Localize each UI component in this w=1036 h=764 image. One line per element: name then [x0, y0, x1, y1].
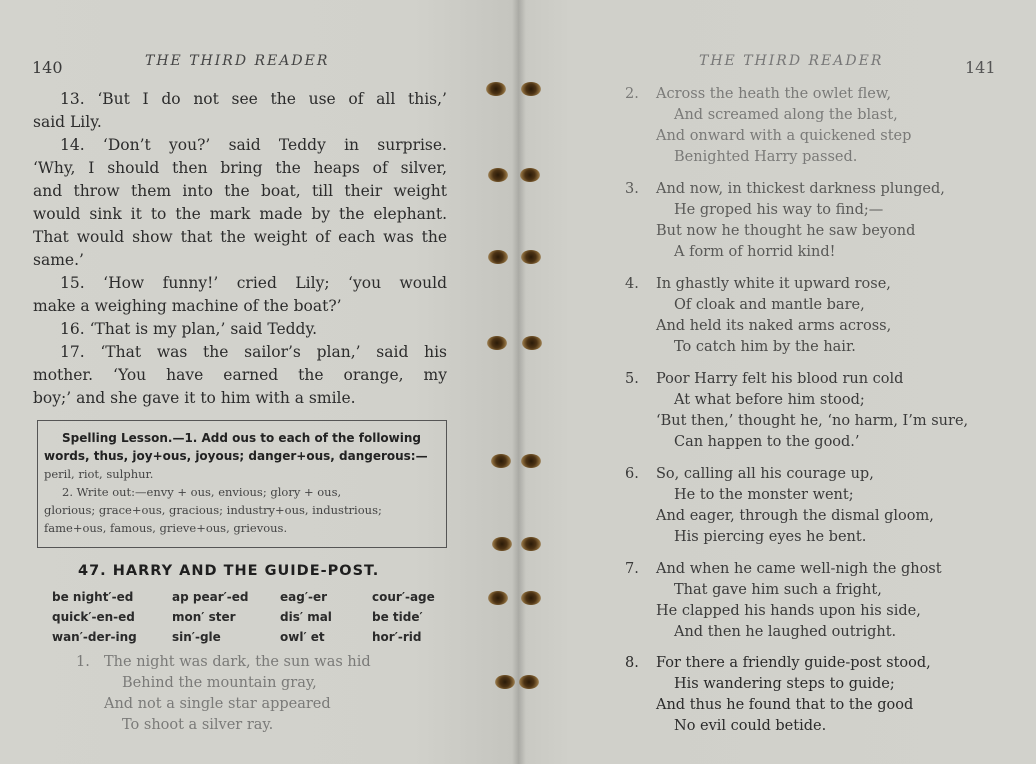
left-page-number: 140: [32, 58, 63, 77]
vocab-word: eag′-er: [280, 590, 328, 604]
poem-line: And onward with a quickened step: [656, 128, 912, 144]
spelling-lesson-box: [37, 420, 447, 548]
poem-line: And thus he found that to the good: [656, 697, 914, 713]
poem-line: And then he laughed outright.: [674, 624, 897, 640]
poem-line: He clapped his hands upon his side,: [656, 603, 921, 619]
poem-line: And not a single star appeared: [104, 696, 331, 712]
poem-line: And now, in thickest darkness plunged,: [656, 181, 945, 197]
poem-line: And held its naked arms across,: [656, 318, 892, 334]
poem-line: Poor Harry felt his blood run cold: [656, 371, 904, 387]
binding-gutter: [512, 0, 526, 764]
poem-line: His piercing eyes he bent.: [674, 529, 867, 545]
prose-line: 13. ‘But I do not see the use of all this,’: [60, 90, 447, 108]
vocab-word: quick′-en-ed: [52, 610, 135, 624]
stitch-hole: [487, 336, 507, 350]
poem-line: Across the heath the owlet flew,: [656, 86, 892, 102]
prose-line: same.’: [33, 251, 84, 269]
vocab-word: dis′ mal: [280, 610, 332, 624]
poem-line: So, calling all his courage up,: [656, 466, 874, 482]
poem-line: He groped his way to find;—: [674, 202, 884, 218]
poem-line: And screamed along the blast,: [674, 107, 898, 123]
stitch-hole: [521, 591, 541, 605]
lesson-title: 47. HARRY AND THE GUIDE-POST.: [78, 563, 380, 579]
prose-line: and throw them into the boat, till their weight: [33, 182, 447, 200]
stitch-hole: [522, 336, 542, 350]
poem-line: ‘But then,’ thought he, ‘no harm, I’m sure,: [656, 413, 969, 429]
stitch-hole: [519, 675, 539, 689]
poem-line: And when he came well-nigh the ghost: [656, 561, 942, 577]
spelling-line: words, thus, joy+ous, joyous; danger+ous, dangerous:—: [44, 449, 428, 463]
stitch-hole: [521, 537, 541, 551]
vocab-word: hor′-rid: [372, 630, 422, 644]
spelling-line: fame+ous, famous, grieve+ous, grievous.: [44, 521, 288, 535]
poem-line: But now he thought he saw beyond: [656, 223, 916, 239]
stitch-hole: [491, 454, 511, 468]
poem-line: His wandering steps to guide;: [674, 676, 895, 692]
stanza-number: 8.: [625, 655, 639, 671]
prose-line: That would show that the weight of each was the: [33, 228, 447, 246]
poem-line: Of cloak and mantle bare,: [674, 297, 865, 313]
poem-line: Benighted Harry passed.: [674, 149, 858, 165]
stitch-hole: [520, 168, 540, 182]
stanza-number: 2.: [625, 86, 639, 102]
poem-line: To shoot a silver ray.: [122, 717, 274, 733]
poem-line: No evil could betide.: [674, 718, 827, 734]
poem-line: Can happen to the good.’: [674, 434, 860, 450]
vocab-word: sin′-gle: [172, 630, 221, 644]
poem-line: A form of horrid kind!: [674, 244, 836, 260]
poem-line: In ghastly white it upward rose,: [656, 276, 891, 292]
poem-line: At what before him stood;: [674, 392, 865, 408]
poem-line: He to the monster went;: [674, 487, 854, 503]
poem-line: For there a friendly guide-post stood,: [656, 655, 931, 671]
stitch-hole: [521, 454, 541, 468]
stanza-number: 6.: [625, 466, 639, 482]
stanza-number: 1.: [76, 654, 90, 670]
spelling-line: glorious; grace+ous, gracious; industry+ous, industrious;: [44, 503, 382, 517]
prose-line: boy;’ and she gave it to him with a smile.: [33, 389, 356, 407]
spelling-line: peril, riot, sulphur.: [44, 467, 154, 481]
spelling-line: Spelling Lesson.—1. Add ous to each of the following: [62, 431, 422, 445]
right-page-number: 141: [965, 58, 996, 77]
vocab-word: cour′-age: [372, 590, 435, 604]
prose-line: mother. ‘You have earned the orange, my: [33, 366, 447, 384]
right-page: [519, 0, 1036, 764]
prose-line: 16. ‘That is my plan,’ said Teddy.: [60, 320, 318, 338]
vocab-word: be tide′: [372, 610, 423, 624]
stanza-number: 5.: [625, 371, 639, 387]
stanza-number: 3.: [625, 181, 639, 197]
prose-line: 15. ‘How funny!’ cried Lily; ‘you would: [60, 274, 447, 292]
poem-line: And eager, through the dismal gloom,: [656, 508, 934, 524]
stitch-hole: [521, 82, 541, 96]
prose-line: 14. ‘Don’t you?’ said Teddy in surprise.: [60, 136, 447, 154]
stitch-hole: [488, 168, 508, 182]
vocab-word: be night′-ed: [52, 590, 134, 604]
poem-line: The night was dark, the sun was hid: [104, 654, 371, 670]
vocab-word: wan′-der-ing: [52, 630, 137, 644]
stitch-hole: [488, 250, 508, 264]
poem-line: That gave him such a fright,: [674, 582, 882, 598]
stitch-hole: [521, 250, 541, 264]
vocab-word: ap pear′-ed: [172, 590, 249, 604]
poem-line: To catch him by the hair.: [674, 339, 856, 355]
prose-line: 17. ‘That was the sailor’s plan,’ said his: [60, 343, 447, 361]
stitch-hole: [495, 675, 515, 689]
prose-line: make a weighing machine of the boat?’: [33, 297, 342, 315]
right-running-head: THE THIRD READER: [699, 53, 884, 69]
poem-line: Behind the mountain gray,: [122, 675, 317, 691]
vocab-word: mon′ ster: [172, 610, 236, 624]
stanza-number: 4.: [625, 276, 639, 292]
prose-line: ‘Why, I should then bring the heaps of silver,: [33, 159, 447, 177]
left-running-head: THE THIRD READER: [145, 53, 330, 69]
stanza-number: 7.: [625, 561, 639, 577]
prose-line: would sink it to the mark made by the elephant.: [33, 205, 447, 223]
vocab-word: owl′ et: [280, 630, 325, 644]
prose-line: said Lily.: [33, 113, 102, 131]
stitch-hole: [488, 591, 508, 605]
stitch-hole: [486, 82, 506, 96]
stitch-hole: [492, 537, 512, 551]
spelling-line: 2. Write out:—envy + ous, envious; glory + ous,: [62, 485, 342, 499]
